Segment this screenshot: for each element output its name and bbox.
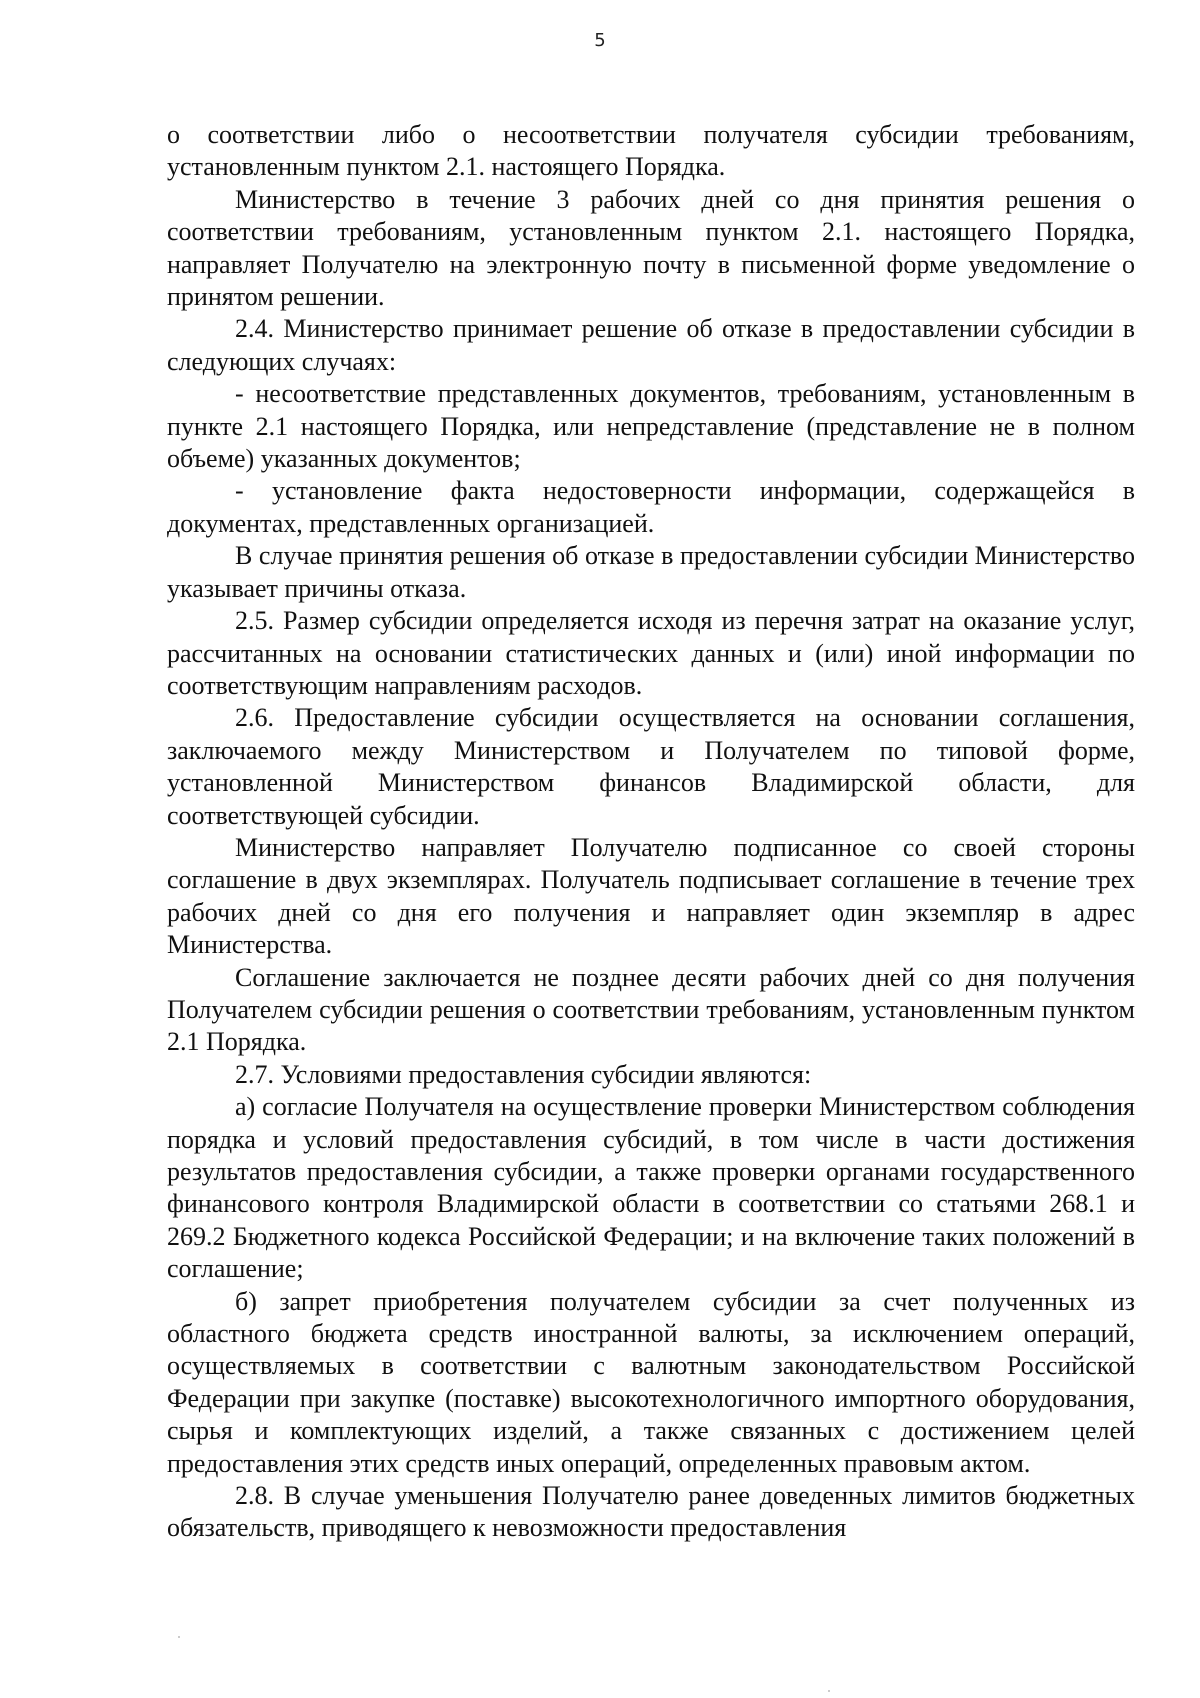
paragraph-agreement-signing: Министерство направляет Получателю подписанное со своей стороны соглашение в двух экземплярах. Получатель подписывает соглашение в течение трех рабочих дней со дня его получения и направляет один экземпляр в адрес Министерства. bbox=[167, 832, 1135, 960]
paragraph-2-4: 2.4. Министерство принимает решение об отказе в предоставлении субсидии в следующих случаях: bbox=[167, 314, 1135, 376]
paragraph-continuation: о соответствии либо о несоответствии получателя субсидии требованиям, установленным пунктом 2.1. настоящего Порядка. bbox=[167, 120, 1135, 182]
list-item-condition-b: б) запрет приобретения получателем субсидии за счет полученных из областного бюджета средств иностранной валюты, за исключением операций, осуществляемых в соответствии с валютным законодательством Российской Федерации при закупке (поставке) высокотехнологичного импортного оборудования, сырья и комплектующих изделий, а также связанных с достижением целей предоставления этих средств иных операций, определенных правовым актом. bbox=[167, 1286, 1135, 1478]
list-item-condition-a: а) согласие Получателя на осуществление проверки Министерством соблюдения порядка и условий предоставления субсидий, в том числе в части достижения результатов предоставления субсидии, а также проверки органами государственного финансового контроля Владимирской области в соответствии со статьями 268.1 и 269.2 Бюджетного кодекса Российской Федерации; и на включение таких положений в соглашение; bbox=[167, 1092, 1135, 1284]
paragraph-notification: Министерство в течение 3 рабочих дней со дня принятия решения о соответствии требованиям, установленным пунктом 2.1. настоящего Порядка, направляет Получателю на электронную почту в письменной форме уведомление о принятом решении. bbox=[167, 184, 1135, 312]
paragraph-2-8: 2.8. В случае уменьшения Получателю ранее доведенных лимитов бюджетных обязательств, приводящего к невозможности предоставления bbox=[167, 1481, 1135, 1543]
scan-speck bbox=[828, 1690, 830, 1692]
scan-speck bbox=[178, 1636, 180, 1638]
list-item-refusal-1: - несоответствие представленных документов, требованиям, установленным в пункте 2.1 настоящего Порядка, или непредставление (представление не в полном объеме) указанных документов; bbox=[167, 379, 1135, 474]
document-body bbox=[167, 119, 1135, 1545]
page-number: 5 bbox=[594, 30, 606, 51]
paragraph-refusal-reasons: В случае принятия решения об отказе в предоставлении субсидии Министерство указывает причины отказа. bbox=[167, 541, 1135, 603]
paragraph-2-5: 2.5. Размер субсидии определяется исходя из перечня затрат на оказание услуг, рассчитанных на основании статистических данных и (или) иной информации по соответствующим направлениям расходов. bbox=[167, 606, 1135, 700]
paragraph-2-7: 2.7. Условиями предоставления субсидии являются: bbox=[235, 1059, 812, 1089]
paragraph-agreement-deadline: Соглашение заключается не позднее десяти рабочих дней со дня получения Получателем субсидии решения о соответствии требованиям, установленным пунктом 2.1 Порядка. bbox=[167, 962, 1135, 1057]
list-item-refusal-2: - установление факта недостоверности информации, содержащейся в документах, представленных организацией. bbox=[167, 476, 1135, 538]
paragraph-2-6: 2.6. Предоставление субсидии осуществляется на основании соглашения, заключаемого между Министерством и Получателем по типовой форме, установленной Министерством финансов Владимирской области, для соответствующей субсидии. bbox=[167, 703, 1135, 830]
